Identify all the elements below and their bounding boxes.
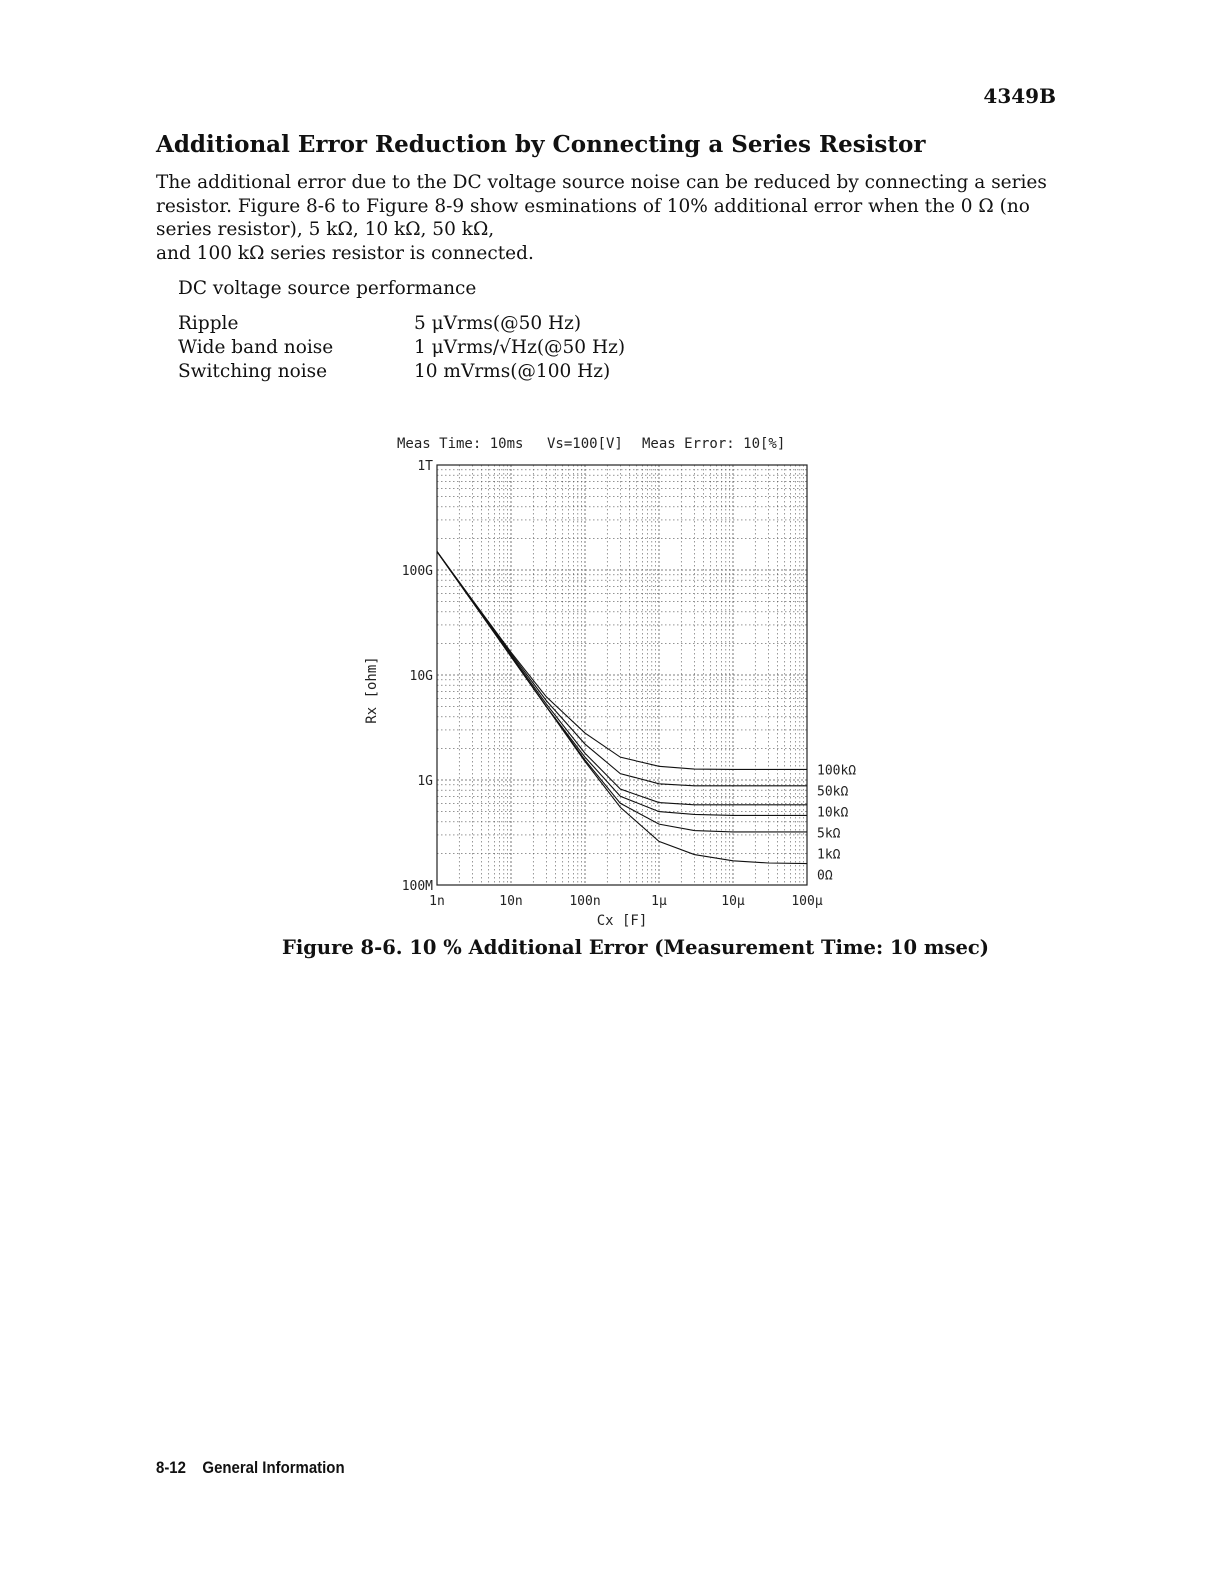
- paragraph-line: The additional error due to the DC voltage source noise can be reduced by connecting a series: [156, 172, 1047, 193]
- figure-caption: Figure 8-6. 10 % Additional Error (Measurement Time: 10 msec): [282, 936, 989, 959]
- series-line: [437, 552, 807, 864]
- footer-section: General Information: [202, 1458, 345, 1477]
- series-label: 5kΩ: [817, 826, 841, 842]
- spec-name: Wide band noise: [178, 337, 334, 358]
- series-line: [437, 552, 807, 816]
- x-tick-label: 1n: [429, 894, 445, 909]
- y-tick-label: 100M: [401, 879, 433, 894]
- y-tick-label: 1G: [417, 774, 433, 789]
- page-footer: [156, 1458, 345, 1478]
- y-axis-label: Rx [ohm]: [364, 656, 380, 724]
- series-line: [437, 552, 807, 786]
- series-label: 50kΩ: [817, 784, 849, 800]
- section-heading: Additional Error Reduction by Connecting a Series Resistor: [156, 131, 926, 158]
- paragraph-line: resistor. Figure 8-6 to Figure 8-9 show esminations of 10% additional error when the 0 Ω (no: [156, 195, 1030, 217]
- y-tick-label: 100G: [401, 564, 433, 579]
- body-paragraph: [156, 171, 1056, 265]
- x-tick-label: 100μ: [791, 894, 823, 909]
- x-axis-label: Cx [F]: [596, 913, 648, 929]
- series-line: [437, 552, 807, 770]
- series-label: 100kΩ: [817, 763, 857, 779]
- spec-row: [178, 336, 625, 360]
- spec-value: 10 mVrms(@100 Hz): [414, 361, 611, 382]
- spec-name: Switching noise: [178, 361, 328, 382]
- chart-grid: [437, 465, 807, 885]
- spec-value: 5 μVrms(@50 Hz): [414, 313, 582, 334]
- model-number: 4349B: [983, 84, 1056, 108]
- series-label: 0Ω: [817, 868, 833, 884]
- x-tick-label: 1μ: [651, 894, 667, 909]
- paragraph-line: series resistor), 5 kΩ, 10 kΩ, 50 kΩ,: [156, 219, 495, 240]
- series-line: [437, 552, 807, 805]
- dc-source-title: DC voltage source performance: [178, 278, 477, 299]
- x-tick-label: 10μ: [721, 894, 745, 909]
- spec-row: [178, 312, 625, 336]
- chart-axes: [402, 459, 823, 909]
- y-tick-label: 10G: [409, 669, 433, 684]
- chart-header-vs: Vs=100[V]: [547, 436, 623, 452]
- y-tick-label: 1T: [417, 459, 433, 474]
- chart-header-meas-error: Meas Error: 10[%]: [642, 436, 786, 452]
- chart-header-meas-time: Meas Time: 10ms: [397, 436, 524, 452]
- x-tick-label: 10n: [499, 894, 523, 909]
- error-chart: [350, 425, 880, 935]
- spec-name: Ripple: [178, 313, 239, 334]
- page-number: 8-12: [156, 1458, 186, 1477]
- spec-value: 1 μVrms/√Hz(@50 Hz): [414, 337, 626, 358]
- series-label: 1kΩ: [817, 847, 841, 863]
- x-tick-label: 100n: [569, 894, 601, 909]
- chart-series: [437, 552, 856, 884]
- spec-table: [178, 312, 625, 384]
- paragraph-line: and 100 kΩ series resistor is connected.: [156, 242, 534, 264]
- series-label: 10kΩ: [817, 805, 849, 821]
- spec-row: [178, 360, 625, 384]
